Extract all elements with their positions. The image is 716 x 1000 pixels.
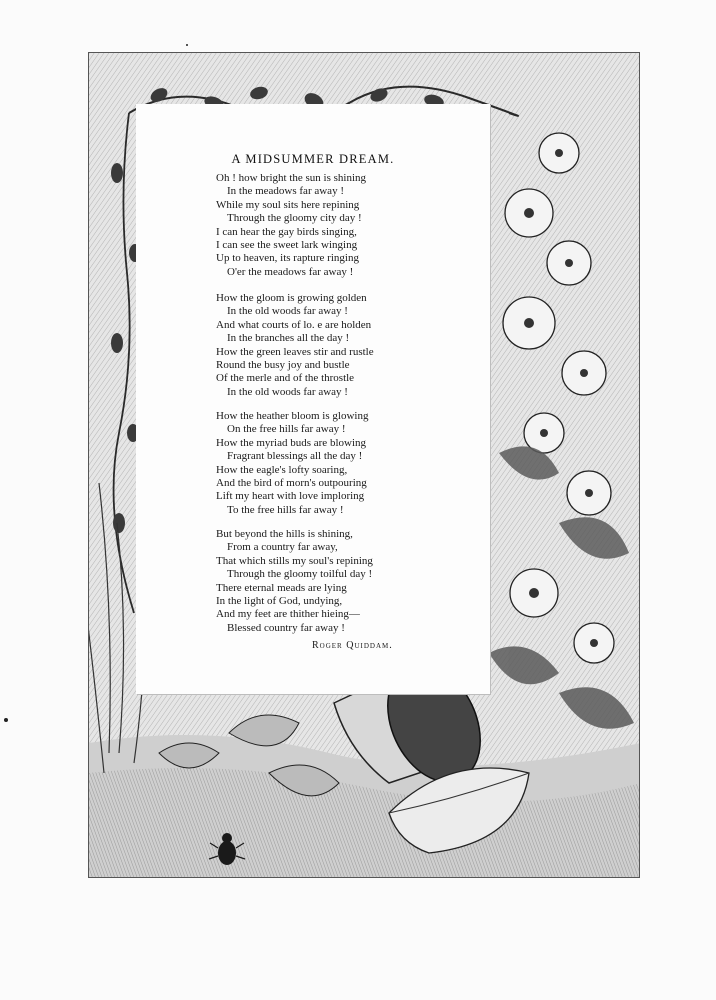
poem-line: Through the gloomy city day ! bbox=[227, 212, 362, 225]
poem-line: How the green leaves stir and rustle bbox=[216, 345, 374, 358]
poem-line: How the myriad buds are blowing bbox=[216, 436, 366, 449]
poem-author: Roger Quiddam. bbox=[312, 640, 393, 651]
poem-line: But beyond the hills is shining, bbox=[216, 528, 353, 540]
poem-line: That which stills my soul's repining bbox=[216, 554, 373, 567]
poem-line: O'er the meadows far away ! bbox=[227, 265, 354, 278]
poem-line: Round the busy joy and bustle bbox=[216, 359, 350, 372]
poem-line: And my feet are thither hieing— bbox=[216, 608, 360, 621]
poem-line: In the old woods far away ! bbox=[227, 305, 348, 318]
poem-title: A MIDSUMMER DREAM. bbox=[231, 152, 395, 166]
poem-line: Up to heaven, its rapture ringing bbox=[216, 252, 359, 265]
poem-line: How the heather bloom is glowing bbox=[216, 410, 369, 422]
poem-line: And the bird of morn's outpouring bbox=[216, 477, 367, 490]
poem-line: And what courts of lo. e are holden bbox=[216, 318, 372, 331]
poem-line: Blessed country far away ! bbox=[227, 621, 345, 634]
stanza-1 bbox=[216, 172, 366, 279]
poem-line: While my soul sits here repining bbox=[216, 198, 360, 211]
poem-line: How the eagle's lofty soaring, bbox=[216, 463, 348, 476]
poem-line: In the light of God, undying, bbox=[216, 595, 343, 608]
stanza-2 bbox=[216, 292, 374, 399]
stanza-4 bbox=[216, 528, 373, 635]
poem-line: There eternal meads are lying bbox=[216, 581, 347, 594]
poem-line: On the free hills far away ! bbox=[227, 423, 346, 436]
poem-line: I can see the sweet lark winging bbox=[216, 239, 358, 252]
poem-line: In the meadows far away ! bbox=[227, 185, 344, 198]
poem-line: From a country far away, bbox=[227, 541, 338, 554]
poem-line: Fragrant blessings all the day ! bbox=[227, 450, 363, 463]
poem-line: To the free hills far away ! bbox=[227, 503, 344, 516]
poem-line: Oh ! how bright the sun is shining bbox=[216, 172, 367, 184]
poem-panel bbox=[136, 104, 490, 694]
poem-line: How the gloom is growing golden bbox=[216, 292, 367, 304]
poem-line: Of the merle and of the throstle bbox=[216, 372, 355, 385]
stray-ink-dot bbox=[4, 718, 8, 722]
poem-line: In the branches all the day ! bbox=[227, 332, 350, 345]
stanza-3 bbox=[216, 410, 368, 517]
poem-line: Through the gloomy toilful day ! bbox=[227, 568, 373, 581]
poem-line: In the old woods far away ! bbox=[227, 385, 348, 398]
poem-line: I can hear the gay birds singing, bbox=[216, 225, 357, 238]
stray-ink-speck bbox=[186, 44, 188, 46]
poem-line: Lift my heart with love imploring bbox=[216, 490, 365, 503]
